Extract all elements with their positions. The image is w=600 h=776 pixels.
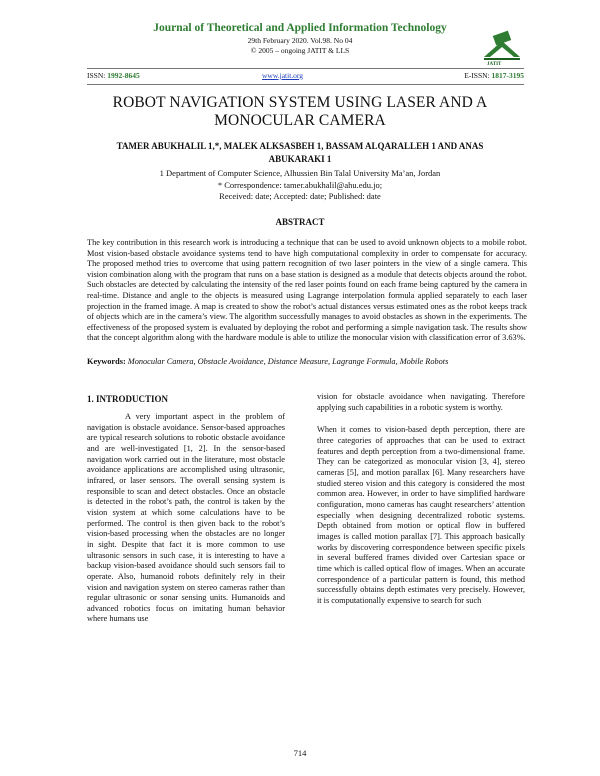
issn-bar [87,71,524,83]
correspondence-email: * Correspondence: tamer.abukhalil@ahu.edu.jo; [217,179,383,190]
keywords [87,357,527,368]
header-rule-top [87,68,524,69]
author-list [100,140,500,165]
title-line: MONOCULAR CAMERA [214,112,386,129]
eissn-label: E-ISSN: [464,71,492,80]
logo-text: JATIT [487,62,502,67]
issn-value: 1992-8645 [107,71,140,80]
section-heading-introduction: 1. INTRODUCTION [87,394,169,404]
author-line: TAMER ABUKHALIL 1,*, MALEK ALKSASBEH 1, BASSAM ALQARALLEH 1 AND ANAS [116,141,484,151]
publication-dates: Received: date; Accepted: date; Published: date [219,191,381,201]
issn-label: ISSN: [87,71,108,80]
paper-title [60,94,540,130]
intro-paragraph: vision for obstacle avoidance when navigating. Therefore applying such capabilities in a robotic system is worthy. [317,392,525,412]
affiliation-department: 1 Department of Computer Science, Alhussien Bin Talal University Ma’an, Jordan [159,168,441,178]
page-number: 714 [293,748,307,758]
journal-title: Journal of Theoretical and Applied Information Technology [153,22,447,34]
affiliation-block [100,168,500,203]
keywords-label: Keywords: [87,357,128,366]
journal-website-link[interactable]: www.jatit.org [262,71,304,80]
journal-copyright: © 2005 – ongoing JATIT & LLS [250,46,350,55]
intro-paragraph: A very important aspect in the problem of navigation is obstacle avoidance. Sensor-based approaches are typical research solutions to robotic obstacle avoidance and are well-investigated [1, 2]. In the sensor-based navigation work carried out in the literature, most obstacle avoidance applications are accomplished using ultrasonic, infrared, or laser sensors. The overall sensing system is responsible to scan and detect obstacles. Once an obstacle is detected in the robot’s path, the control is taken by the vision system at which some calculations have to be performed. The control is then given back to the robot’s vision-based processing when the obstacles are no longer in sight. Despite that fact it is more common to use ultrasonic sensors in such case, it is interesting to have a backup vision-based avoidance should such sensors fail to operate. Also, humanoid robots definitely rely in their vision and navigation system on stereo cameras rather than regular ultrasonic or sonar sensing units. Humanoids and advanced robotics focus on imitating human behavior where humans use [87,412,285,624]
eissn-value: 1817-3195 [491,71,524,80]
issn [87,71,140,80]
intro-paragraph: When it comes to vision-based depth perception, there are three categories of approaches that can be used to extract features and depth perception from a two-dimensional frame. They can be categorized as monocular vision [3, 4], stereo cameras [5], and motion parallax [6]. Many researchers have studied stereo vision and this category is considered the most common area. However, in order to have simplified hardware configuration, mono cameras has caught researchers’ attention especially when designing decentralized robotic systems. Depth obtained from motion or optical flow in buffered images is called motion parallax [7]. This approach basically works by discovering correspondence between specific pixels in several buffered frames divided over Cartesian space or time which is called optical flow of images. When an accurate correspondence of a particular pattern is found, this method successfully obtains depth estimates very precisely. However, it is computationally expensive to search for such [317,425,525,605]
journal-issue-date: 29th February 2020. Vol.98. No 04 [247,36,353,45]
header-rule-bottom [87,84,524,85]
keywords-list: Monocular Camera, Obstacle Avoidance, Distance Measure, Lagrange Formula, Mobile Robots [127,357,449,366]
jatit-logo-icon [480,27,524,67]
author-line: ABUKARAKI 1 [268,153,332,164]
body-column-left [87,412,285,625]
abstract-text: The key contribution in this research work is introducing a technique that can be used to avoid unknown objects to a mobile robot. Most vision-based obstacle avoidance systems tend to have high computational complexity in order to compensate for accuracy. The proposed method tries to overcome that using pattern recognition of two laser pointers in the view of a single camera. This vision combination along with the program that runs on a base station is designed as a module that detects objects around the robot. Such obstacles are detected by calculating the intensity of the red laser points found on each frame being captured by the camera in real-time. Distance and angle to the objects is measured using Lagrange interpolation formula applied separately to each laser projection in the framed image. A map is created to show the robot’s actual distances versus estimated ones as the robot keeps track of objects which are in the camera’s view. The algorithm successfully manages to avoid obstacles as shown in the experiments. The effectiveness of the proposed system is evaluated by deploying the robot and performing a simple navigation task. The results show that the concept algorithm along with the hardware module is able to utilize the monocular vision with classification error of 3.63%. [87,238,527,343]
abstract-heading: ABSTRACT [275,217,325,227]
eissn [464,71,524,80]
title-line: ROBOT NAVIGATION SYSTEM USING LASER AND A [112,94,488,111]
body-column-right [317,392,525,606]
